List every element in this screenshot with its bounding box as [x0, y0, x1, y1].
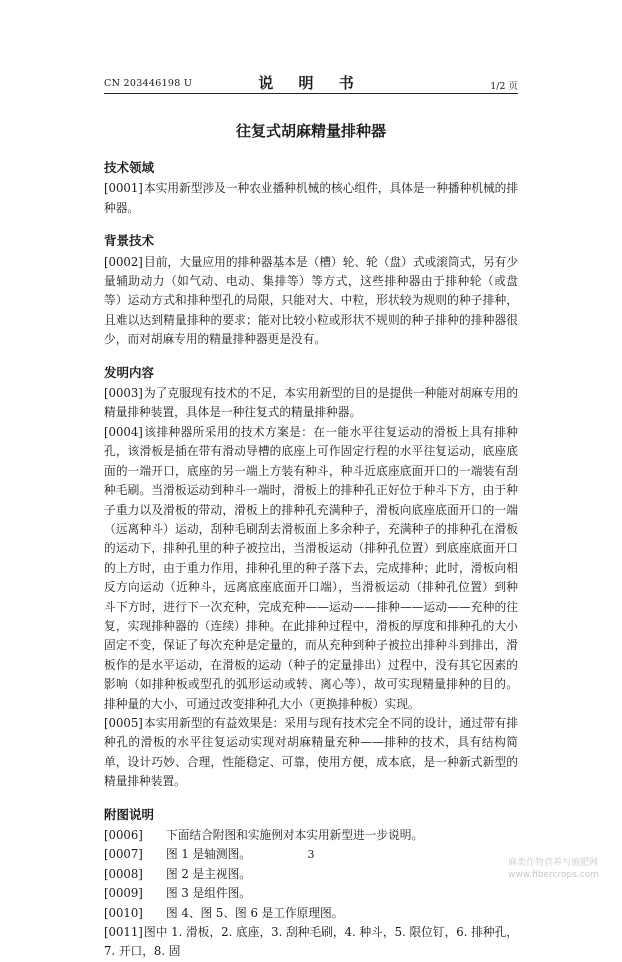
paragraph-0010	[104, 904, 518, 923]
paragraph-text: 本实用新型的有益效果是：采用与现有技术完全不同的设计，通过带有排种孔的滑板的水平往复运动实现对胡麻精量充种——排种的技术，具有结构简单，设计巧妙、合理，性能稳定、可靠，使用方便，成本底，是一种新式新型的精量排种装置。	[104, 715, 519, 789]
paragraph-number: [0003]	[104, 386, 143, 401]
paragraph-0001	[104, 179, 518, 218]
paragraph-number: [0002]	[104, 254, 143, 269]
document-body	[104, 158, 518, 962]
paragraph-text: 下面结合附图和实施例对本实用新型进一步说明。	[166, 828, 424, 842]
paragraph-number: [0011]	[104, 925, 143, 940]
watermark	[508, 857, 599, 881]
paragraph-0002	[104, 253, 518, 350]
paragraph-text: 图中 1. 滑板，2. 底座，3. 刮种毛刷，4. 种斗，5. 限位钉，6. 排种孔，7. 开口，8. 固	[104, 925, 518, 959]
paragraph-number: [0005]	[104, 715, 143, 730]
paragraph-number: [0006]	[104, 828, 143, 842]
paragraph-number: [0008]	[104, 866, 143, 881]
paragraph-0009	[104, 884, 518, 903]
paragraph-text: 该排种器所采用的技术方案是：在一能水平往复运动的滑板上具有排种孔，该滑板是插在带有滑动导槽的底座上可作固定行程的水平往复运动，底座底面的一端开口，底座的另一端上方装有种斗，种斗近底座底面开口的一端装有刮种毛刷。当滑板运动到种斗一端时，滑板上的排种孔正好位于种斗下方，由于种子重力以及滑板的带动，滑板上的排种孔充满种子，滑板向底座底面开口的一端（远离种斗）运动，刮种毛刷刮去滑板面上多余种子，充满种子的排种孔在滑板的运动下，排种孔里的种子被拉出，当滑板运动（排种孔位置）到底座底面开口的上方时，由于重力作用，排种孔里的种子落下去，完成排种；此时，滑板向相反方向运动（近种斗，远离底座底面开口端），当滑板运动（排种孔位置）到种斗下方时，进行下一次充种，完成充种——运动——排种——运动——充种的往复，实现排种器的（连续）排种。在此排种过程中，滑板的厚度和排种孔的大小固定不变，保证了每次充种是定量的，而从充种到种子被拉出排种斗到排出，滑板作的是水平运动，在滑板的运动（种子的定量排出）过程中，没有其它因素的影响（如排种板或型孔的弧形运动或转、离心等），故可实现精量排种的目的。排种量的大小，可通过改变排种孔大小（更换排种板）实现。	[104, 424, 518, 711]
paragraph-text: 图 2 是主视图。	[166, 866, 251, 881]
paragraph-0011	[104, 923, 518, 962]
patent-number: CN 203446198 U	[104, 78, 193, 89]
paragraph-text: 图 1 是轴测图。	[166, 847, 251, 862]
paragraph-text: 图 3 是组件图。	[166, 886, 251, 901]
paragraph-0008	[104, 865, 518, 884]
section-heading-drawings: 附图说明	[104, 806, 155, 822]
paragraph-number: [0009]	[104, 886, 143, 901]
paragraph-number: [0001]	[104, 181, 143, 196]
watermark-site-name: 麻类作物营养与施肥网	[508, 858, 599, 868]
paragraph-number: [0010]	[104, 905, 143, 920]
header-rule	[104, 93, 518, 94]
watermark-url: www.fibercrops.com	[508, 870, 599, 880]
section-heading-tech-field: 技术领域	[104, 160, 155, 175]
section-heading-background: 背景技术	[104, 233, 155, 249]
paragraph-0004	[104, 423, 518, 714]
section-heading-summary: 发明内容	[104, 364, 155, 380]
paragraph-text: 本实用新型涉及一种农业播种机械的核心组件，具体是一种播种机械的排种器。	[104, 181, 519, 215]
paragraph-0006	[104, 826, 518, 845]
paragraph-text: 目前，大量应用的排种器基本是（槽）轮、轮（盘）式或滚筒式，另有少量辅助动力（如气动、电动、集排等）等方式，这些排种器由于排种轮（或盘等）运动方式和排种型孔的局限，只能对大、中粒，形状较为规则的种子排种，且难以达到精量排种的要求；能对比较小粒或形状不规则的种子排种的排种器很少，而对胡麻专用的精量排种器更是没有。	[104, 254, 519, 347]
paragraph-0005	[104, 714, 518, 792]
paragraph-text: 图 4、图 5、图 6 是工作原理图。	[166, 905, 344, 920]
paragraph-text: 为了克服现有技术的不足，本实用新型的目的是提供一种能对胡麻专用的精量排种装置，具体是一种往复式的精量排种器。	[104, 386, 519, 420]
page-number: 3	[307, 848, 315, 861]
document-header	[104, 72, 518, 92]
paragraph-number: [0007]	[104, 847, 143, 862]
document-type: 说 明 书	[258, 74, 364, 92]
patent-title: 往复式胡麻精量排种器	[235, 122, 386, 140]
paragraph-number: [0004]	[104, 424, 143, 439]
page-indicator: 1/2 页	[490, 81, 518, 92]
paragraph-0003	[104, 384, 518, 423]
